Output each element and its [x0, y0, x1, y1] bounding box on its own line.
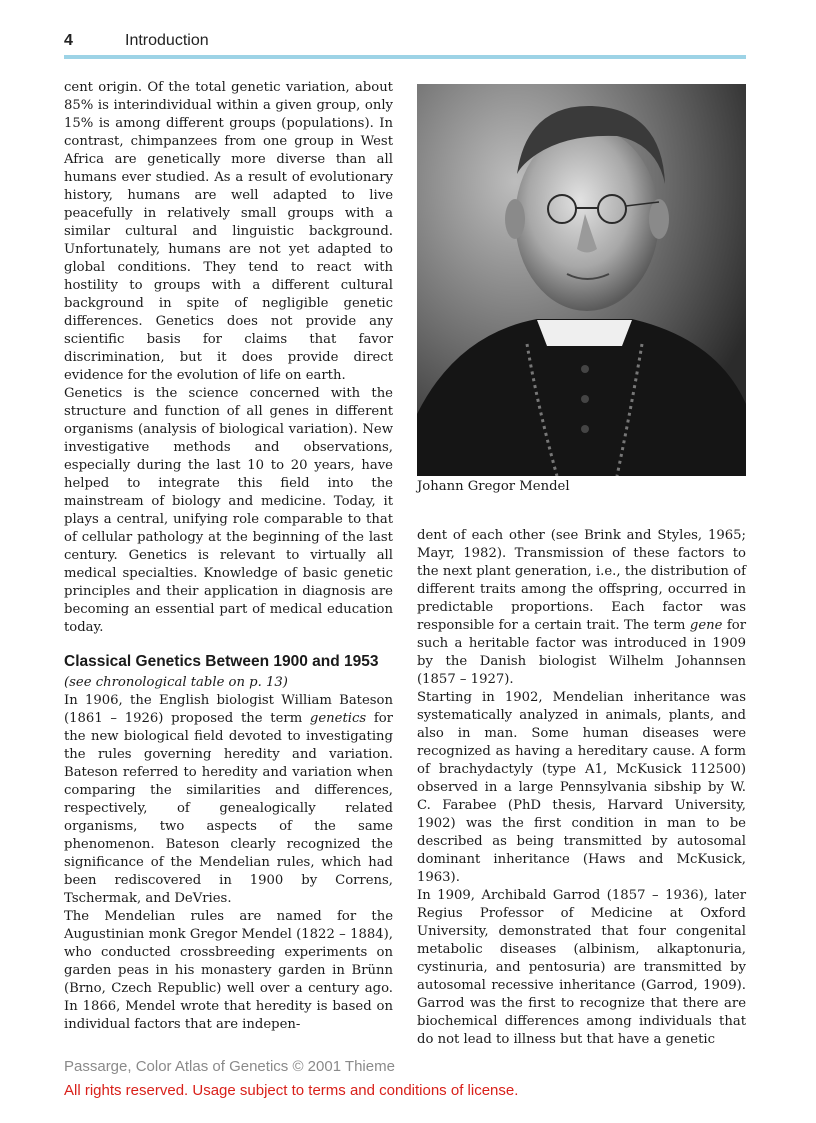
- body-paragraph: Starting in 1902, Mendelian inheritance was systematically analyzed in animals, plants, and also in man. Some human diseases were recognized as having a hereditary cause. A form of brachydactyly (type A1, McKusick 112500) observed in a large Pennsylvania sibship by W. C. Farabee (PhD thesis, Harvard University, 1902) was the first condition in man to be described as being transmitted by autosomal dominant inheritance (Haws and McKusick, 1963).: [417, 690, 746, 885]
- body-paragraph: [64, 692, 393, 908]
- emphasized-term: genetics: [309, 711, 367, 726]
- section-cross-reference: (see chronological table on p. 13): [64, 675, 288, 690]
- emphasized-term: gene: [689, 618, 723, 633]
- figure-caption: Johann Gregor Mendel: [417, 479, 570, 494]
- page-number: 4: [64, 32, 73, 49]
- chapter-title: Introduction: [125, 32, 209, 49]
- body-text: In 1906, the English biologist William Bateson (1861 – 1926) proposed the term: [64, 693, 393, 726]
- section-heading: Classical Genetics Between 1900 and 1953: [64, 653, 379, 670]
- body-paragraph: Genetics is the science concerned with the structure and function of all genes in different organisms (analysis of biological variation). New investigative methods and observations, especially during the last 10 to 20 years, have helped to integrate this field into the mainstream of biology and medicine. Today, it plays a central, unifying role comparable to that of cellular pathology at the beginning of the last century. Genetics is relevant to virtually all medical specialties. Knowledge of basic genetic principles and their application in diagnosis are becoming an essential part of medical education today.: [64, 386, 393, 635]
- right-column: [417, 527, 746, 1049]
- body-text: dent of each other (see Brink and Styles, 1965; Mayr, 1982). Transmission of these factors to the next plant generation, i.e., the distribution of different traits among the offspring, occurred in predictable proportions. Each factor was responsible for a certain trait. The term: [417, 528, 746, 633]
- body-paragraph: The Mendelian rules are named for the Augustinian monk Gregor Mendel (1822 – 1884), who conducted crossbreeding experiments on garden peas in his monastery garden in Brünn (Brno, Czech Republic) well over a century ago. In 1866, Mendel wrote that heredity is based on individual factors that are indepen-: [64, 909, 393, 1032]
- footer-copyright: Passarge, Color Atlas of Genetics © 2001 Thieme: [64, 1058, 395, 1075]
- footer-rights-notice: All rights reserved. Usage subject to terms and conditions of license.: [64, 1082, 519, 1099]
- header-rule: [64, 55, 746, 59]
- body-paragraph: [417, 527, 746, 689]
- body-text: for the new biological field devoted to investigating the rules governing heredity and variation. Bateson referred to heredity and variation when comparing the similarities and differences, respectively, of genealogically related organisms, two aspects of the same phenomenon. Bateson clearly recognized the significance of the Mendelian rules, which had been rediscovered in 1900 by Correns, Tschermak, and DeVries.: [64, 711, 393, 906]
- mendel-portrait-photo: [417, 84, 746, 476]
- body-text: for such a heritable factor was introduced in 1909 by the Danish biologist Wilhelm Johannsen (1857 – 1927).: [417, 618, 746, 687]
- body-paragraph: cent origin. Of the total genetic variation, about 85% is interindividual within a given group, only 15% is among different groups (populations). In contrast, chimpanzees from one group in West Africa are genetically more diverse than all humans ever studied. As a result of evolutionary history, humans are well adapted to live peacefully in relatively small groups with a similar cultural and linguistic background. Unfortunately, humans are not yet adapted to global conditions. They tend to react with hostility to groups with a different cultural background in spite of negligible genetic differences. Genetics does not provide any scientific basis for claims that favor discrimination, but it does provide direct evidence for the evolution of life on earth.: [64, 80, 393, 383]
- page-header: [64, 30, 746, 58]
- left-column: [64, 79, 393, 1034]
- body-paragraph: In 1909, Archibald Garrod (1857 – 1936), later Regius Professor of Medicine at Oxford University, demonstrated that four congenital metabolic diseases (albinism, alkaptonuria, cystinuria, and pentosuria) are transmitted by autosomal recessive inheritance (Garrod, 1909). Garrod was the first to recognize that there are biochemical differences among individuals that do not lead to illness but that have a genetic: [417, 888, 746, 1047]
- portrait-illustration: [417, 84, 746, 476]
